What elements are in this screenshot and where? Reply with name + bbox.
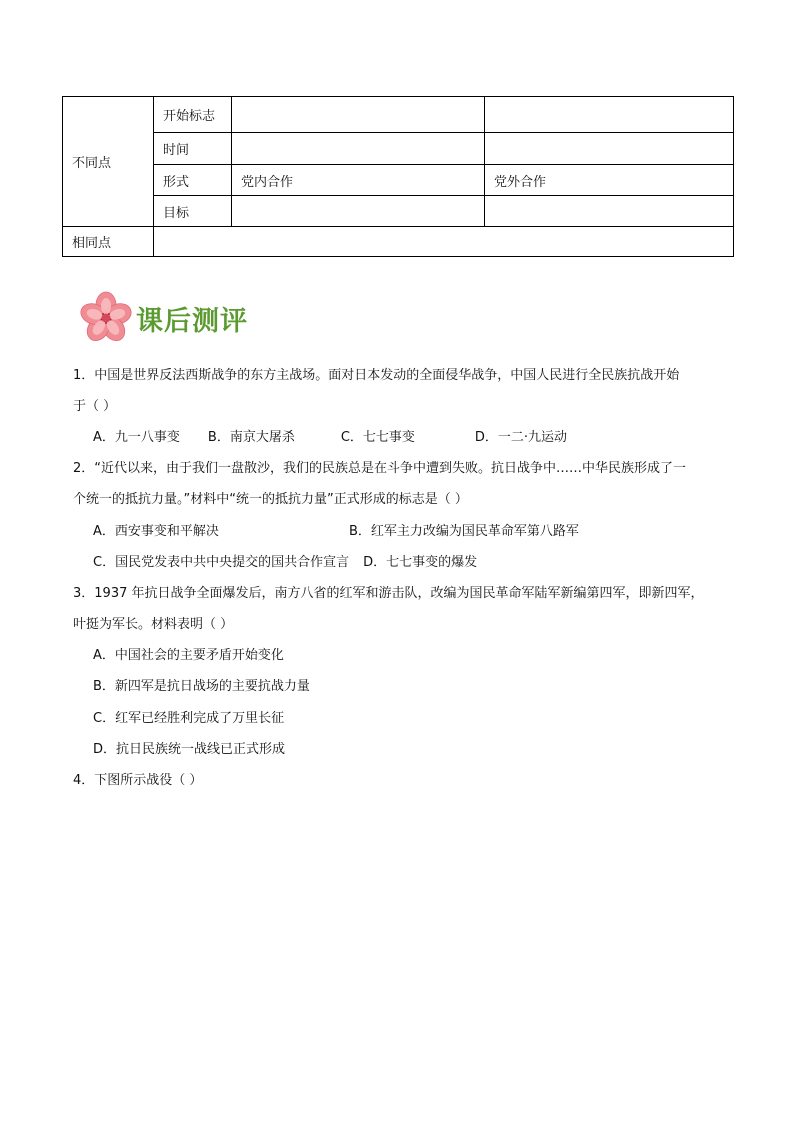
question-2-option-a[interactable]: A．西安事变和平解决 (93, 524, 219, 539)
question-2-options-row-2 (93, 553, 477, 573)
comparison-table (62, 96, 734, 257)
row-label-time: 时间 (154, 133, 232, 165)
question-1-option-b[interactable]: B．南京大屠杀 (207, 430, 295, 445)
row-label-start-sign: 开始标志 (154, 97, 232, 133)
question-3-stem-line-2: 叶挺为军长。材料表明（ ） (73, 617, 234, 632)
question-1-stem-line-1: 1．中国是世界反法西斯战争的东方主战场。面对日本发动的全面侵华战争，中国人民进行全民族抗战开始 (73, 368, 680, 383)
table-cell (485, 196, 734, 227)
row-label-similarities: 相同点 (63, 227, 154, 257)
question-2-option-b[interactable]: B．红军主力改编为国民革命军第八路军 (349, 524, 579, 539)
question-1-option-c[interactable]: C．七七事变 (340, 430, 415, 445)
section-title: 课后测评 (136, 305, 248, 337)
question-1-options (93, 428, 567, 448)
table-cell (485, 97, 734, 133)
table-cell: 党外合作 (485, 165, 734, 196)
question-2-option-c[interactable]: C．国民党发表中共中央提交的国共合作宣言 (93, 555, 350, 570)
table-cell (232, 196, 485, 227)
question-3-option-a[interactable]: A．中国社会的主要矛盾开始变化 (93, 648, 284, 663)
question-2-stem-line-2: 个统一的抵抗力量。”材料中“统一的抵抗力量”正式形成的标志是（ ） (73, 492, 468, 507)
section-heading (76, 290, 248, 346)
table-row (63, 227, 734, 257)
question-3-stem-line-1: 3．1937 年抗日战争全面爆发后，南方八省的红军和游击队，改编为国民革命军陆军新编第四军，即新四军， (73, 586, 704, 601)
question-1-option-d[interactable]: D．一二·九运动 (474, 430, 568, 445)
question-2-option-d[interactable]: D．七七事变的爆发 (363, 555, 478, 570)
question-2-stem-line-1: 2．“近代以来，由于我们一盘散沙，我们的民族总是在斗争中遭到失败。抗日战争中……中华民族形成了一 (73, 461, 687, 476)
row-label-form: 形式 (154, 165, 232, 196)
table-cell (154, 227, 734, 257)
question-3-option-b[interactable]: B．新四军是抗日战场的主要抗战力量 (93, 679, 310, 694)
table-cell: 党内合作 (232, 165, 485, 196)
question-1-option-a[interactable]: A．九一八事变 (93, 430, 180, 445)
question-4-stem: 4．下图所示战役（ ） (73, 773, 203, 788)
question-3-option-c[interactable]: C．红军已经胜利完成了万里长征 (93, 711, 285, 726)
table-row (63, 196, 734, 227)
pink-flower-icon (76, 290, 136, 346)
table-row (63, 133, 734, 165)
row-group-label-differences: 不同点 (63, 97, 154, 227)
question-1-stem-line-2: 于（ ） (73, 399, 117, 414)
table-cell (485, 133, 734, 165)
question-3-option-d[interactable]: D．抗日民族统一战线已正式形成 (93, 742, 286, 757)
table-cell (232, 97, 485, 133)
table-cell (232, 133, 485, 165)
row-label-goal: 目标 (154, 196, 232, 227)
table-row (63, 97, 734, 133)
table-row (63, 165, 734, 196)
